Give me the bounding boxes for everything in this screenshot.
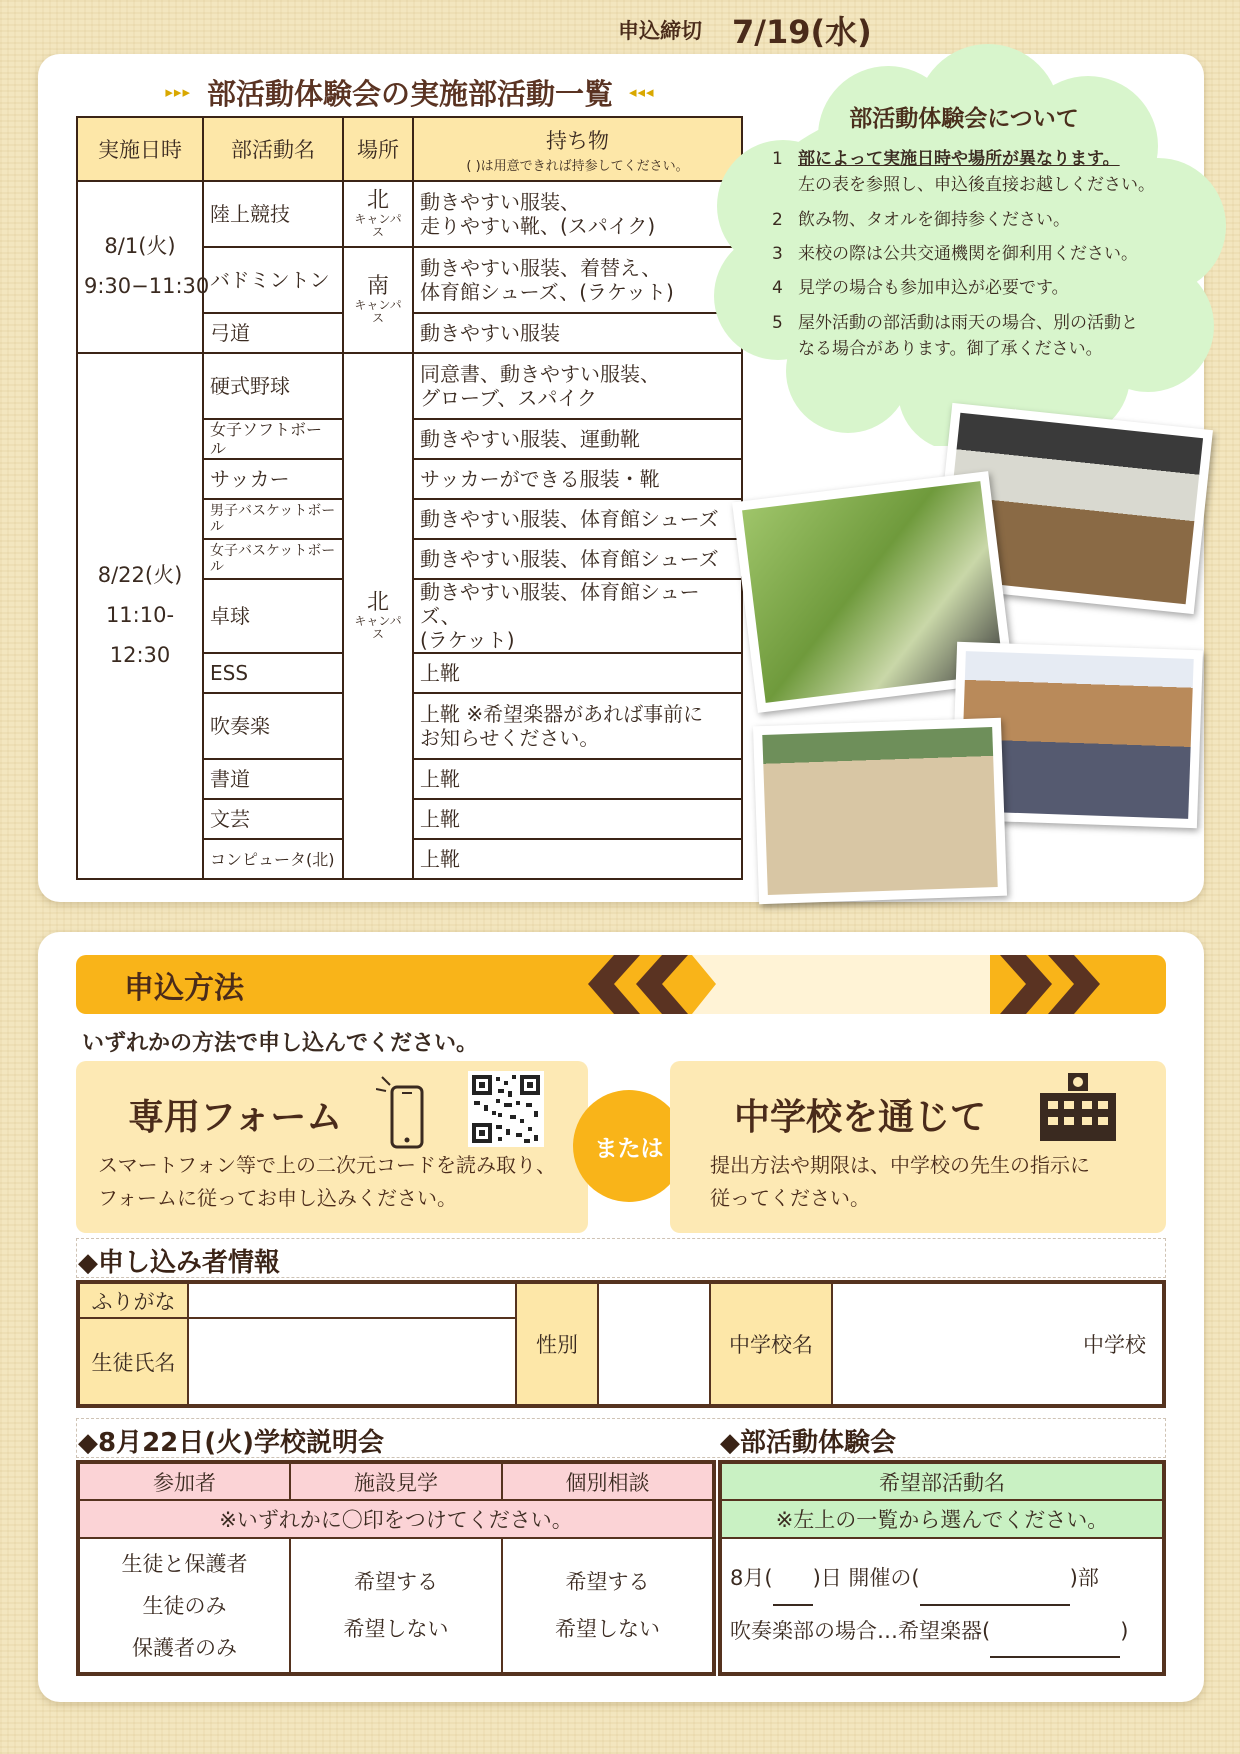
qr-code[interactable] [468, 1071, 544, 1147]
school-building-icon [1038, 1073, 1118, 1143]
table-row [78, 1500, 714, 1538]
place-north-1 [343, 181, 413, 247]
item-text-wrap [798, 146, 1155, 199]
club-name: 弓道 [203, 313, 343, 353]
arrow-left-icon: ▸▸▸ [165, 83, 191, 101]
club-experience-table [718, 1460, 1166, 1676]
school-label: 中学校名 [710, 1282, 832, 1406]
table-row [77, 181, 742, 247]
header-date: 実施日時 [77, 117, 203, 181]
club-name: サッカー [203, 459, 343, 499]
items-cell: 上靴 [413, 799, 742, 839]
header-consult: 個別相談 [502, 1462, 714, 1500]
club-name: コンピュータ(北) [203, 839, 343, 879]
furigana-field[interactable] [188, 1282, 516, 1318]
consult-options [502, 1538, 714, 1674]
option-consult-yes[interactable]: 希望する [565, 1570, 650, 1595]
line2-a: 吹奏楽部の場合…希望楽器( [730, 1618, 991, 1643]
items-cell: 上靴 [413, 653, 742, 693]
campus-label: キャンパス [354, 614, 402, 642]
item-number: 1 [772, 149, 783, 169]
item-text: 屋外活動の部活動は雨天の場合、別の活動と [798, 312, 1138, 333]
tour-options [290, 1538, 502, 1674]
school-desc-line: 従ってください。 [710, 1186, 870, 1210]
time-1: 9:30−11:30 [84, 274, 210, 298]
schedule-table [76, 116, 743, 880]
option-participant[interactable]: 生徒のみ [142, 1593, 227, 1618]
option-tour-no[interactable]: 希望しない [343, 1616, 449, 1641]
club-name: 吹奏楽 [203, 693, 343, 759]
items-cell: 動きやすい服装、体育館シューズ、 (ラケット) [413, 579, 742, 653]
line1-a: 8月( [730, 1566, 773, 1591]
club-fill-cell [720, 1538, 1164, 1674]
list-item [772, 241, 1192, 267]
option-consult-no[interactable]: 希望しない [555, 1616, 660, 1641]
application-title: 申込方法 [124, 971, 244, 1006]
club-name: 文芸 [203, 799, 343, 839]
participant-options [78, 1538, 290, 1674]
date-1: 8/1(火) [104, 234, 176, 259]
club-name: 陸上競技 [203, 181, 343, 247]
items-cell: サッカーができる服装・靴 [413, 459, 742, 499]
club-header: 希望部活動名 [720, 1462, 1164, 1500]
header-participant: 参加者 [78, 1462, 290, 1500]
schedule-title: 部活動体験会の実施部活動一覧 [206, 76, 613, 111]
about-cloud [688, 36, 1240, 446]
name-field[interactable] [188, 1318, 516, 1406]
place-north-2 [343, 353, 413, 879]
or-badge: または [573, 1090, 685, 1202]
smartphone-icon [376, 1073, 426, 1151]
items-cell: 上靴 [413, 759, 742, 799]
photo-soccer [753, 718, 1007, 905]
deadline-label: 申込締切 [618, 18, 702, 43]
line2-b: ) [1120, 1618, 1129, 1643]
club-note: ※左上の一覧から選んでください。 [720, 1500, 1164, 1538]
club-name: 女子ソフトボール [203, 419, 343, 459]
header-items-label: 持ち物 [546, 128, 609, 153]
club-line-1 [730, 1553, 1162, 1605]
items-cell: 上靴 [413, 839, 742, 879]
header-items-note: ( )は用意できれば持参してください。 [466, 158, 689, 174]
header-tour: 施設見学 [290, 1462, 502, 1500]
method-form-box [76, 1061, 588, 1233]
item-sub: なる場合があります。御了承ください。 [798, 339, 1103, 360]
items-cell: 動きやすい服装、体育館シューズ [413, 539, 742, 579]
arrow-right-icon: ◂◂◂ [629, 83, 655, 101]
club-name: 卓球 [203, 579, 343, 653]
item-number: 5 [772, 312, 783, 333]
gender-label: 性別 [516, 1282, 598, 1406]
item-number: 2 [772, 209, 783, 230]
club-name: バドミントン [203, 247, 343, 313]
instruction-text: いずれかの方法で申し込んでください。 [82, 1031, 479, 1056]
club-name: 書道 [203, 759, 343, 799]
table-row [720, 1538, 1164, 1674]
option-participant[interactable]: 生徒と保護者 [121, 1551, 248, 1576]
form-desc [98, 1149, 556, 1215]
method-school-box [670, 1061, 1166, 1233]
explanation-table [76, 1460, 716, 1676]
item-sub: 左の表を参照し、申込後直接お越しください。 [798, 175, 1155, 196]
table-row [720, 1462, 1164, 1500]
applicant-table [76, 1280, 1166, 1408]
explanation-note: ※いずれかに〇印をつけてください。 [78, 1500, 714, 1538]
chevron-arrows-icon [586, 955, 1166, 1014]
date-cell-1 [77, 181, 210, 353]
place-label: 北 [366, 589, 389, 615]
campus-label: キャンパス [354, 297, 402, 326]
furigana-label: ふりがな [78, 1282, 188, 1318]
application-banner [76, 955, 1166, 1014]
name-label: 生徒氏名 [78, 1318, 188, 1406]
item-text-wrap [798, 310, 1138, 363]
time-2: 11:10-12:30 [105, 603, 175, 668]
deadline-date: 7/19(水) [732, 12, 872, 51]
date-cell-2 [77, 353, 203, 879]
club-line-2 [730, 1606, 1162, 1658]
items-cell: 動きやすい服装 [413, 313, 742, 353]
applicant-title: ◆申し込み者情報 [78, 1248, 280, 1278]
item-number: 3 [772, 244, 783, 265]
club-blank[interactable] [920, 1553, 1070, 1605]
table-row [720, 1500, 1164, 1538]
items-cell: 上靴 ※希望楽器があれば事前に お知らせください。 [413, 693, 742, 759]
item-text: 来校の際は公共交通機関を御利用ください。 [798, 244, 1138, 265]
table-row [78, 1538, 714, 1674]
place-label: 北 [366, 187, 389, 213]
club-experience-title: ◆部活動体験会 [720, 1428, 896, 1458]
day-blank[interactable] [773, 1553, 813, 1605]
header-club: 部活動名 [203, 117, 343, 181]
table-row [78, 1282, 1164, 1318]
club-name: 女子バスケットボール [203, 539, 343, 579]
item-number: 4 [772, 278, 783, 299]
table-row [77, 353, 742, 419]
place-south [343, 247, 413, 353]
option-tour-yes[interactable]: 希望する [354, 1570, 438, 1595]
form-title: 専用フォーム [128, 1097, 343, 1138]
items-cell: 同意書、動きやすい服装、 グローブ、スパイク [413, 353, 742, 419]
schedule-title-row [120, 70, 700, 114]
campus-label: キャンパス [354, 211, 402, 240]
club-name: ESS [203, 653, 343, 693]
header-place: 場所 [343, 117, 413, 181]
gender-field[interactable] [598, 1282, 710, 1406]
school-suffix: 中学校 [1083, 1333, 1146, 1357]
club-name: 男子バスケットボール [203, 499, 343, 539]
list-item [772, 310, 1192, 363]
school-desc [710, 1149, 1090, 1215]
explanation-title: ◆8月22日(火)学校説明会 [78, 1428, 385, 1458]
items-cell: 動きやすい服装、体育館シューズ [413, 499, 742, 539]
form-desc-line: フォームに従ってお申し込みください。 [98, 1186, 457, 1210]
instrument-blank[interactable] [990, 1606, 1120, 1658]
item-text: 飲み物、タオルを御持参ください。 [798, 209, 1070, 230]
form-desc-line: スマートフォン等で上の二次元コードを読み取り、 [98, 1153, 556, 1177]
line1-b: )日 開催の( [812, 1566, 920, 1591]
list-item [772, 146, 1192, 199]
list-item [772, 275, 1192, 301]
line1-c: )部 [1069, 1566, 1099, 1591]
item-text: 見学の場合も参加申込が必要です。 [798, 278, 1069, 299]
club-name: 硬式野球 [203, 353, 343, 419]
place-label: 南 [366, 273, 389, 299]
items-cell: 動きやすい服装、着替え、 体育館シューズ、(ラケット) [413, 247, 742, 313]
option-participant[interactable]: 保護者のみ [132, 1635, 237, 1660]
about-list [772, 146, 1192, 370]
items-cell: 動きやすい服装、 走りやすい靴、(スパイク) [413, 181, 742, 247]
date-2: 8/22(火) [97, 563, 183, 588]
list-item [772, 207, 1192, 233]
item-text: 部によって実施日時や場所が異なります。 [798, 149, 1120, 169]
table-row [78, 1462, 714, 1500]
items-cell: 動きやすい服装、運動靴 [413, 419, 742, 459]
school-field[interactable] [832, 1282, 1164, 1406]
school-title: 中学校を通じて [734, 1097, 987, 1138]
about-title: 部活動体験会について [849, 106, 1079, 132]
deadline [618, 8, 882, 51]
school-desc-line: 提出方法や期限は、中学校の先生の指示に [710, 1153, 1090, 1177]
